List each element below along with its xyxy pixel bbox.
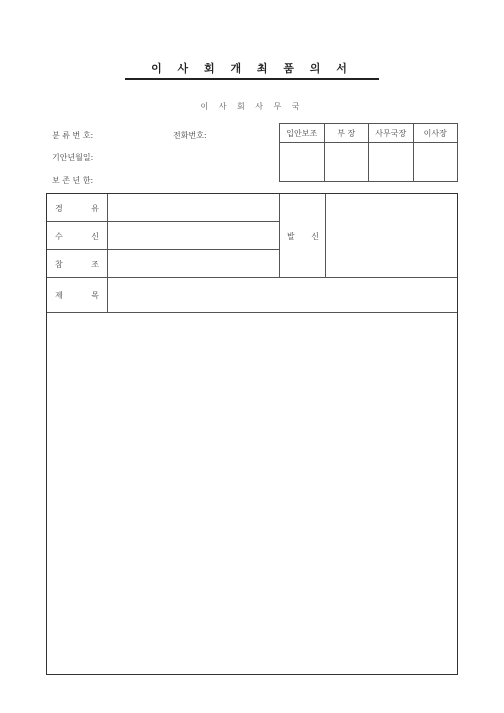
document-title: 이 사 회 개 최 품 의 서 — [151, 62, 353, 75]
phone-number-label: 전화번호: — [173, 131, 207, 140]
approval-signature-secretary-general[interactable] — [369, 143, 414, 182]
reference-field[interactable] — [108, 250, 279, 277]
sender-left-divider — [279, 194, 280, 277]
approval-header-secretary-general: 사무국장 — [369, 124, 414, 143]
reference-label: 참 조 — [55, 260, 99, 269]
approval-signature-drafter[interactable] — [280, 143, 325, 182]
sender-label: 발 신 — [287, 232, 319, 241]
approval-signature-chairman[interactable] — [413, 143, 458, 182]
title-underline — [125, 78, 379, 80]
via-field[interactable] — [108, 194, 279, 221]
approval-header-manager: 부 장 — [324, 124, 369, 143]
approval-signature-manager[interactable] — [324, 143, 369, 182]
subject-field[interactable] — [108, 278, 457, 312]
recipient-field[interactable] — [108, 222, 279, 249]
approval-table — [279, 123, 458, 182]
retention-period-label: 보 존 년 한: — [52, 176, 94, 185]
subject-label: 제 목 — [55, 291, 99, 300]
sender-field[interactable] — [326, 194, 457, 277]
approval-header-drafter: 입안보조 — [280, 124, 325, 143]
body-content-area[interactable] — [47, 313, 457, 674]
document-subtitle: 이 사 회 사 무 국 — [200, 102, 304, 111]
recipient-label: 수 신 — [55, 232, 99, 241]
document-form — [46, 193, 458, 675]
approval-header-chairman: 이사장 — [413, 124, 458, 143]
classification-number-label: 분 류 번 호: — [52, 131, 94, 140]
via-label: 경 유 — [55, 204, 99, 213]
draft-date-label: 기안년월일: — [52, 153, 94, 162]
